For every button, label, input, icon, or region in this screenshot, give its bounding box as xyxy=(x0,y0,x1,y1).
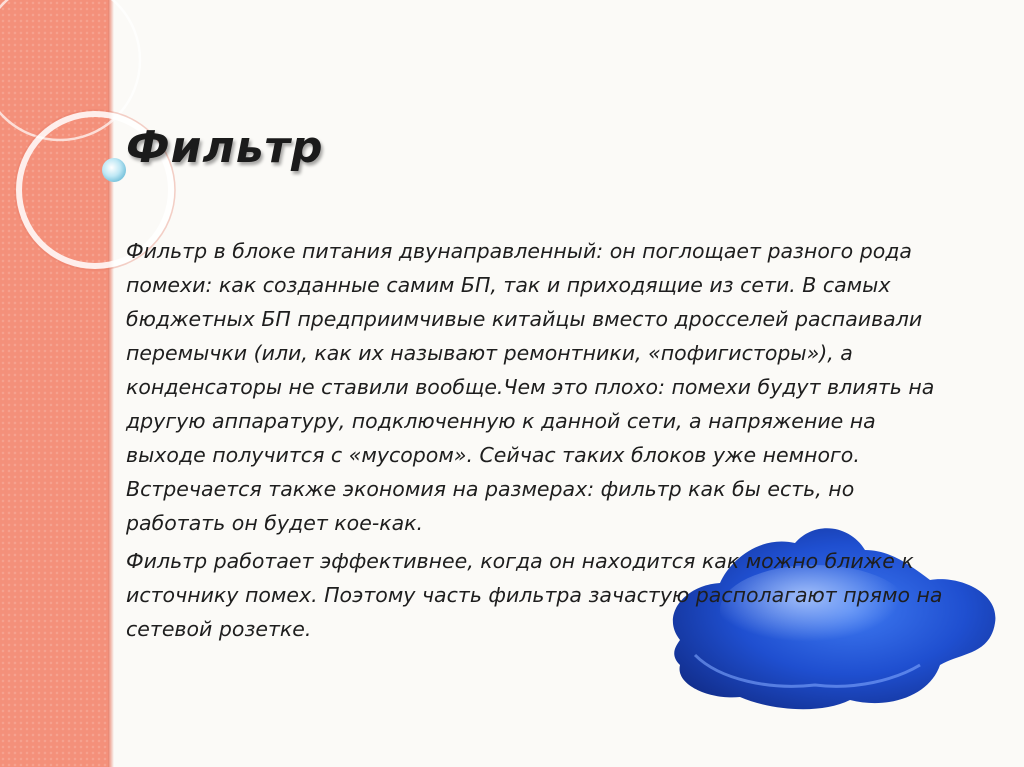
slide-title: Фильтр xyxy=(126,122,324,173)
body-paragraph-1: Фильтр в блоке питания двунаправленный: он поглощает разного рода помехи: как созданные самим БП, так и приходящие из сети. В самых бюджетных БП предприимчивые китайцы вместо дросселей распаивали перемычки (или, как их называют ремонтники, «пофигисторы»), а конденсаторы не ставили вообще.Чем это плохо: помехи будут влиять на другую аппаратуру, подключенную к данной сети, а напряжение на выходе получится с «мусором». Сейчас таких блоков уже немного. Встречается также экономия на размерах: фильтр как бы есть, но работать он будет кое-как. xyxy=(126,239,935,535)
slide-body xyxy=(126,234,946,650)
body-paragraph-2: Фильтр работает эффективнее, когда он находится как можно ближе к источнику помех. Поэтому часть фильтра зачастую располагают прямо на сетевой розетке. xyxy=(126,549,943,641)
title-bullet-dot xyxy=(102,158,126,182)
